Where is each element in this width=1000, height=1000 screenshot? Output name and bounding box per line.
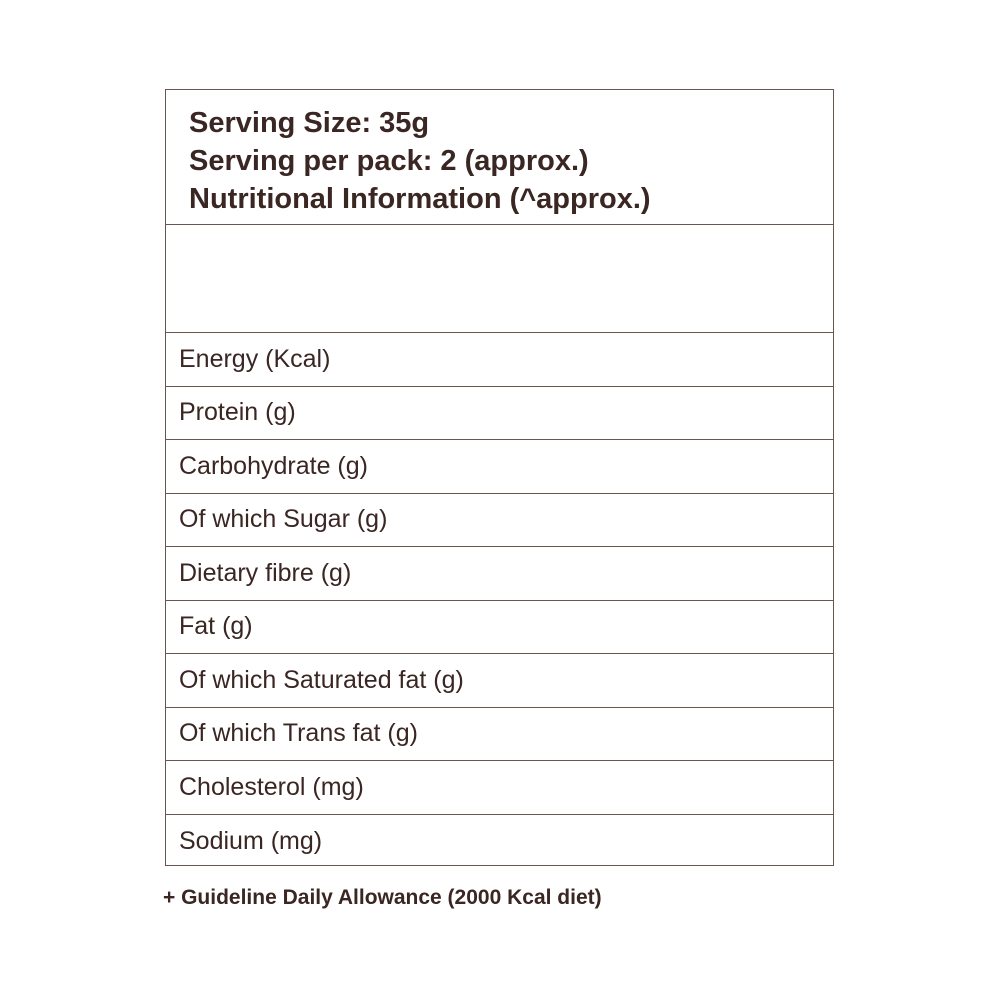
nutritional-information-label: Nutritional Information (^approx.): [189, 183, 651, 215]
nutrient-row-cholesterol: Cholesterol (mg): [166, 761, 833, 815]
nutrient-row-energy: Energy (Kcal): [166, 333, 833, 387]
nutrient-rows: [166, 333, 833, 868]
nutrient-row-saturated-fat: Of which Saturated fat (g): [166, 654, 833, 708]
nutrition-table: [165, 89, 834, 866]
nutrient-row-trans-fat: Of which Trans fat (g): [166, 708, 833, 762]
nutrient-row-dietary-fibre: Dietary fibre (g): [166, 547, 833, 601]
nutrient-row-carbohydrate: Carbohydrate (g): [166, 440, 833, 494]
nutrient-row-sodium: Sodium (mg): [179, 826, 323, 855]
table-header: [166, 90, 833, 225]
blank-header-row: [166, 225, 833, 333]
serving-per-pack-label: Serving per pack: 2 (approx.): [189, 145, 589, 177]
nutrient-row-protein: Protein (g): [166, 387, 833, 441]
nutrient-row-fat: Fat (g): [166, 601, 833, 655]
nutrient-row-sugar: Of which Sugar (g): [166, 494, 833, 548]
guideline-footnote: + Guideline Daily Allowance (2000 Kcal diet): [163, 886, 602, 909]
serving-size-label: Serving Size: 35g: [189, 107, 430, 139]
